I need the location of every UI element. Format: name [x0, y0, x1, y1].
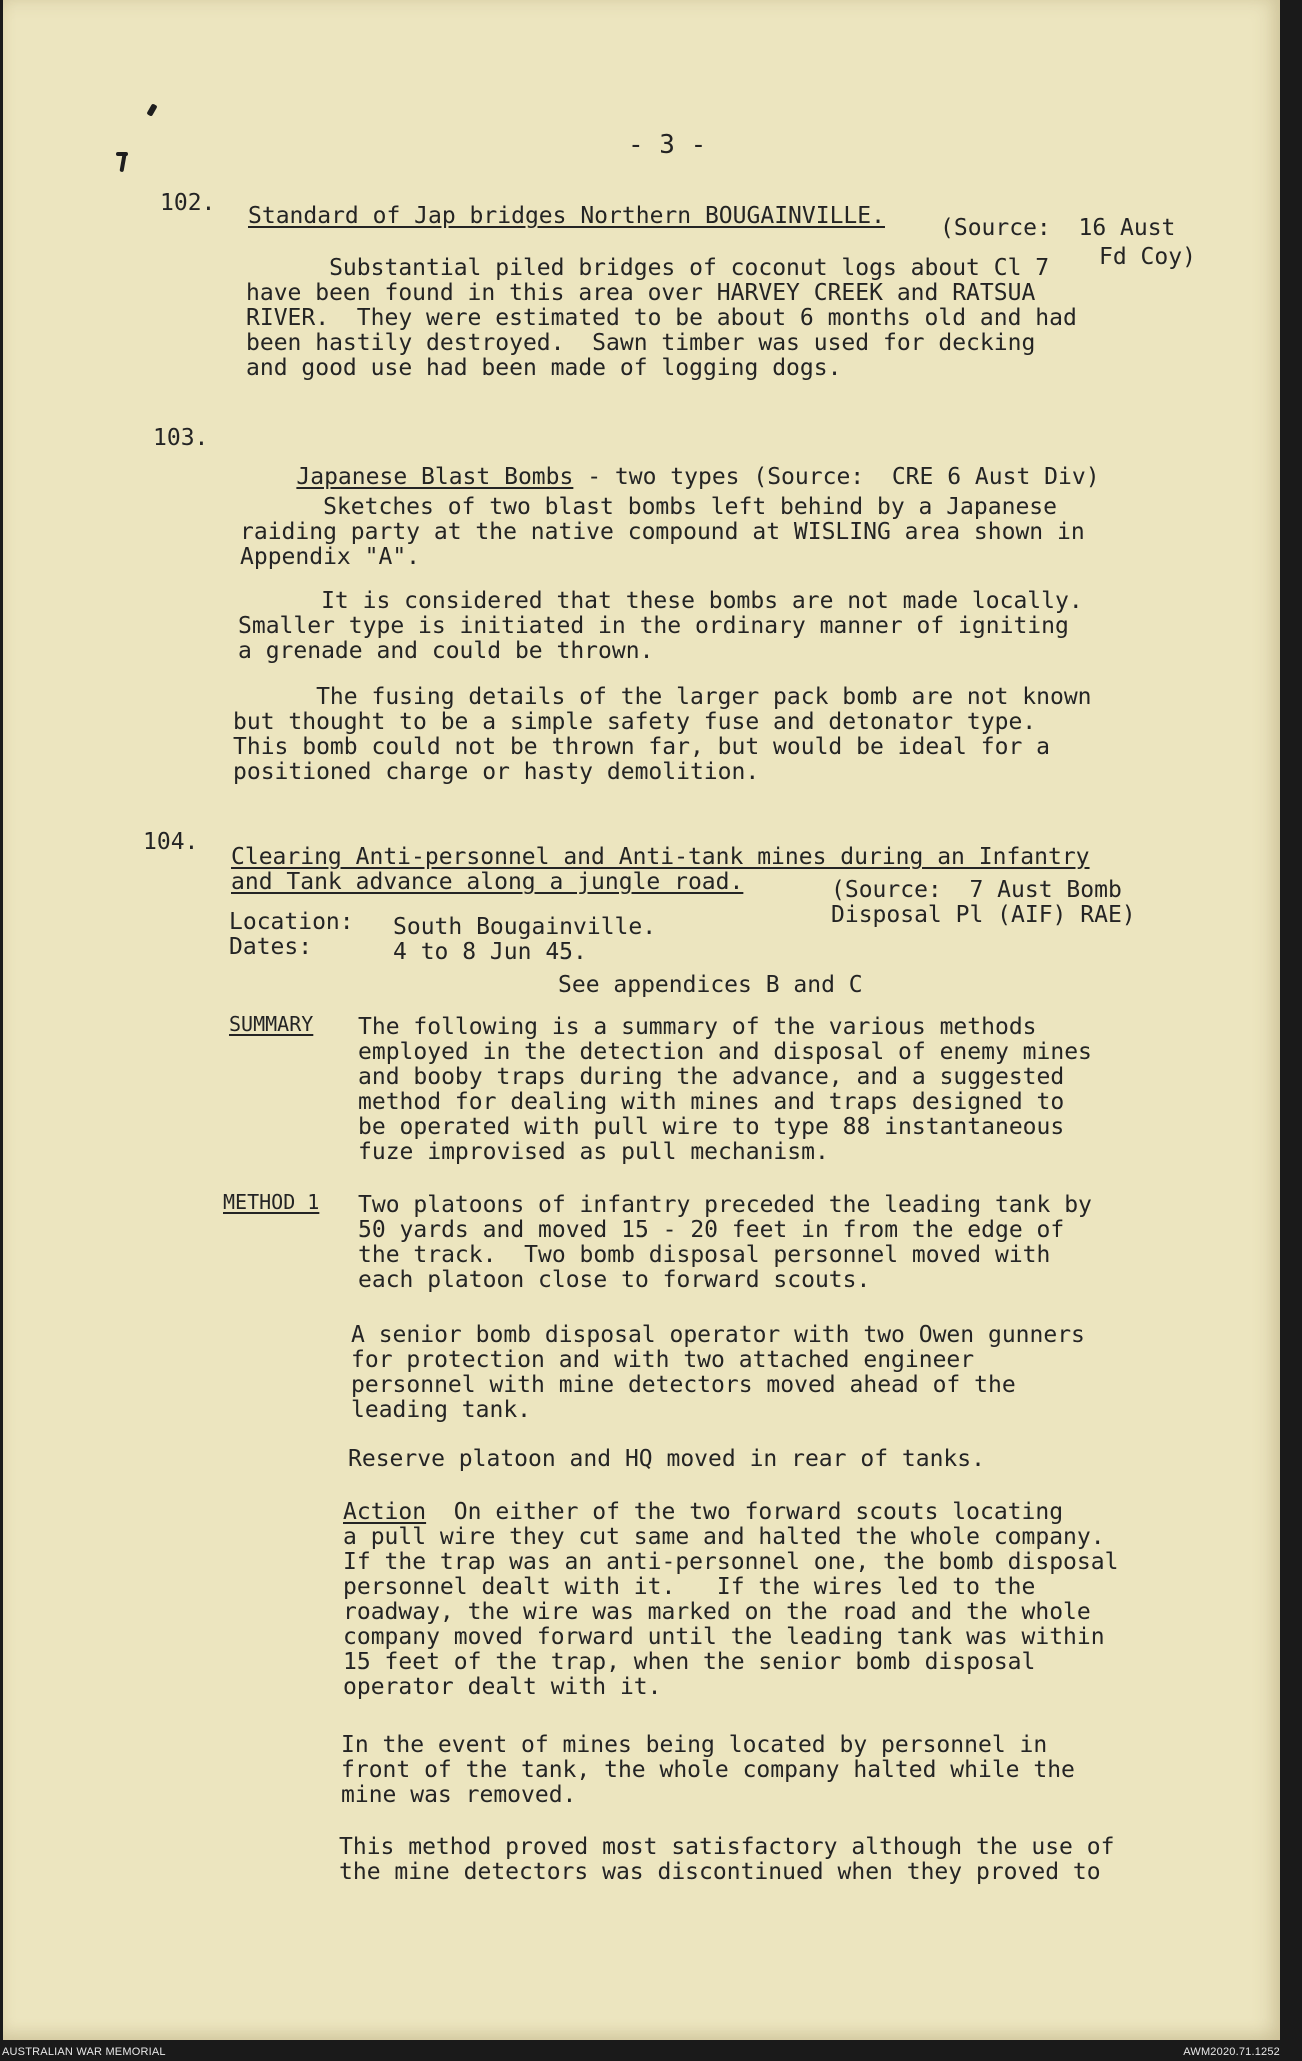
text-line: been hastily destroyed. Sawn timber was used for decking — [246, 330, 1036, 356]
section-para-103-3 — [233, 685, 1092, 785]
text-line: If the trap was an anti-personnel one, the bomb disposal — [343, 1549, 1119, 1575]
text-line: This bomb could not be thrown far, but would be ideal for a — [233, 734, 1050, 760]
text-line — [343, 1500, 1118, 1525]
text-line: the mine detectors was discontinued when they proved to — [339, 1859, 1101, 1885]
text-line: a grenade and could be thrown. — [238, 638, 654, 664]
text-line: be operated with pull wire to type 88 instantaneous — [358, 1114, 1065, 1140]
document-page — [3, 0, 1280, 2040]
location-value: South Bougainville. — [393, 914, 657, 940]
action-text: On either of the two forward scouts locating — [426, 1499, 1064, 1525]
appendices-note: See appendices B and C — [558, 972, 863, 998]
section-title-104-cont: and Tank advance along a jungle road. — [231, 869, 744, 895]
archive-credit: AUSTRALIAN WAR MEMORIAL — [2, 2046, 166, 2058]
section-number-104: 104. — [143, 829, 199, 855]
reserve-para: Reserve platoon and HQ moved in rear of tanks. — [348, 1446, 985, 1472]
method-body — [358, 1193, 1092, 1293]
ink-mark — [119, 154, 126, 172]
section-number-103: 103. — [153, 425, 209, 451]
text-line: This method proved most satisfactory although the use of — [339, 1834, 1115, 1860]
ink-mark — [116, 152, 128, 156]
text-line: Smaller type is initiated in the ordinary manner of igniting — [238, 613, 1069, 639]
text-line: 15 feet of the trap, when the senior bomb disposal — [343, 1649, 1036, 1675]
text-line: Appendix "A". — [240, 544, 421, 570]
section-title-103: Japanese Blast Bombs — [296, 464, 574, 490]
text-line: personnel dealt with it. If the wires led to the — [343, 1574, 1036, 1600]
text-line: 50 yards and moved 15 - 20 feet in from the edge of — [358, 1217, 1065, 1243]
page-number: - 3 - — [628, 130, 707, 160]
text-line: and good use had been made of logging dogs. — [246, 355, 842, 381]
text-line: RIVER. They were estimated to be about 6 months old and had — [246, 305, 1077, 331]
action-label: Action — [343, 1499, 427, 1525]
archive-reference: AWM2020.71.1252 — [1183, 2046, 1280, 2058]
section-subtitle-103: - two types (Source: CRE 6 Aust Div) — [573, 464, 1100, 490]
senior-operator-para — [351, 1323, 1085, 1423]
summary-body — [358, 1015, 1092, 1165]
dates-value: 4 to 8 Jun 45. — [393, 939, 587, 965]
section-source-104: (Source: 7 Aust Bomb — [831, 877, 1122, 903]
text-line: It is considered that these bombs are not made locally. — [238, 588, 1083, 614]
text-line: for protection and with two attached engineer — [351, 1347, 975, 1373]
text-line: positioned charge or hasty demolition. — [233, 759, 760, 785]
text-line: each platoon close to forward scouts. — [358, 1267, 871, 1293]
text-line: A senior bomb disposal operator with two Owen gunners — [351, 1322, 1085, 1348]
text-line: fuze improvised as pull mechanism. — [358, 1139, 829, 1165]
text-line: raiding party at the native compound at WISLING area shown in — [240, 519, 1085, 545]
section-number-102: 102. — [160, 190, 216, 216]
text-line: mine was removed. — [341, 1782, 577, 1808]
text-line: have been found in this area over HARVEY CREEK and RATSUA — [246, 280, 1036, 306]
text-line: but thought to be a simple safety fuse and detonator type. — [233, 709, 1037, 735]
section-source-102-cont: Fd Coy) — [1099, 244, 1196, 270]
method-label: METHOD 1 — [223, 1190, 320, 1214]
text-line: The fusing details of the larger pack bomb are not known — [233, 684, 1092, 710]
action-para — [343, 1500, 1118, 1700]
text-line: method for dealing with mines and traps designed to — [358, 1089, 1065, 1115]
text-line: In the event of mines being located by personnel in — [341, 1732, 1048, 1758]
text-line: leading tank. — [351, 1397, 532, 1423]
proved-para — [339, 1835, 1114, 1885]
section-source-102: (Source: 16 Aust — [940, 215, 1176, 241]
section-body-102 — [246, 256, 1077, 381]
text-line: the track. Two bomb disposal personnel moved with — [358, 1242, 1051, 1268]
summary-label: SUMMARY — [229, 1012, 314, 1036]
text-line: personnel with mine detectors moved ahead of the — [351, 1372, 1016, 1398]
section-para-103-1 — [240, 495, 1085, 570]
text-line: Two platoons of infantry preceded the leading tank by — [358, 1192, 1092, 1218]
dates-label: Dates: — [229, 934, 313, 960]
section-source-104-cont: Disposal Pl (AIF) RAE) — [831, 902, 1136, 928]
text-line: roadway, the wire was marked on the road and the whole — [343, 1599, 1091, 1625]
text-line: The following is a summary of the various methods — [358, 1014, 1037, 1040]
text-line: Sketches of two blast bombs left behind by a Japanese — [240, 494, 1057, 520]
text-line: and booby traps during the advance, and a suggested — [358, 1064, 1065, 1090]
location-label: Location: — [229, 909, 354, 935]
section-title-104: Clearing Anti-personnel and Anti-tank mines during an Infantry — [231, 844, 1090, 870]
section-title-102: Standard of Jap bridges Northern BOUGAINVILLE. — [248, 203, 885, 229]
text-line: employed in the detection and disposal of enemy mines — [358, 1039, 1092, 1065]
section-para-103-2 — [238, 589, 1083, 664]
text-line: Substantial piled bridges of coconut logs about Cl 7 — [246, 255, 1050, 281]
text-line: company moved forward until the leading tank was within — [343, 1624, 1105, 1650]
text-line: a pull wire they cut same and halted the whole company. — [343, 1524, 1105, 1550]
ink-mark — [146, 103, 157, 116]
event-para — [341, 1733, 1075, 1808]
text-line: front of the tank, the whole company halted while the — [341, 1757, 1075, 1783]
text-line: operator dealt with it. — [343, 1674, 662, 1700]
